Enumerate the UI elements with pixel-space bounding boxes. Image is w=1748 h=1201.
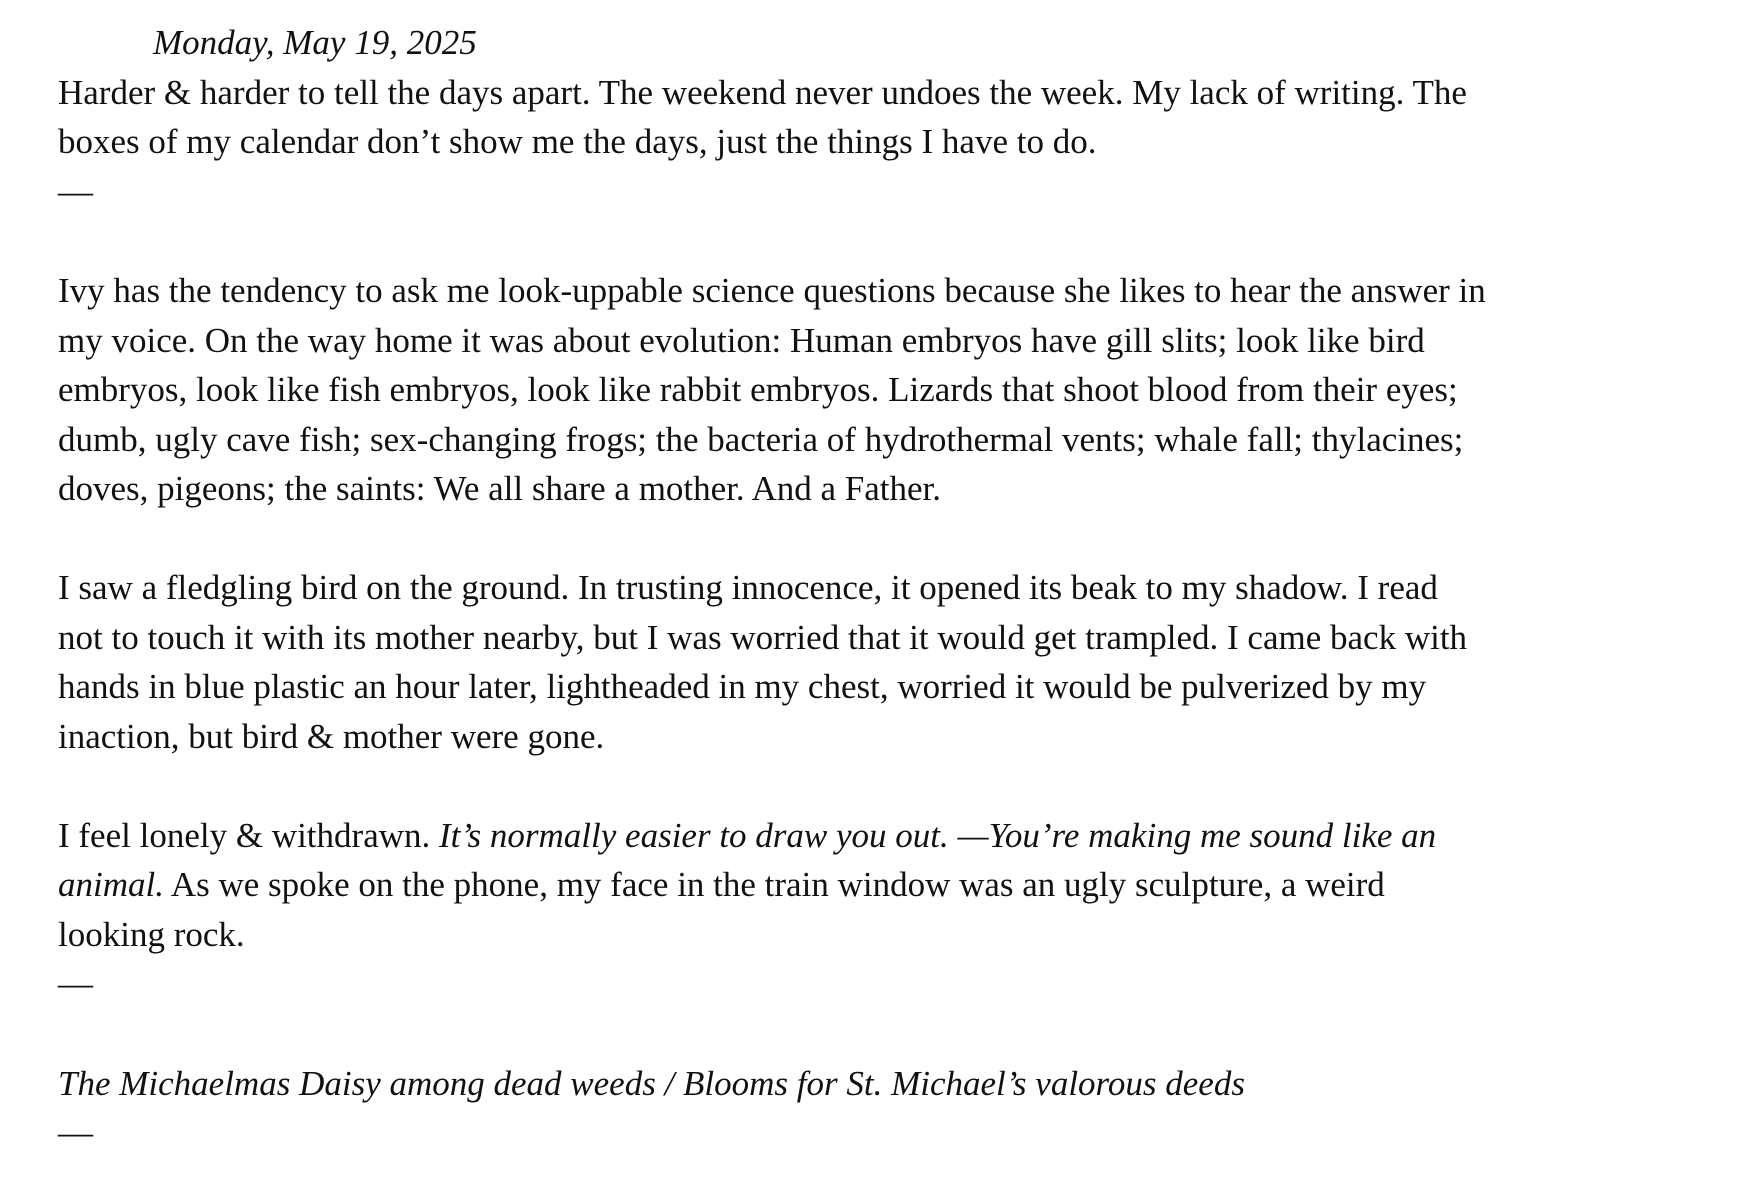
spacer: [58, 216, 1488, 266]
paragraph-ivy: Ivy has the tendency to ask me look-uppable science questions because she likes to hear the answer in my voice. On the way home it was about evolution: Human embryos have gill slits; look like bird embryos, look like fish embryos, look like rabbit embryos. Lizards that shoot blood from their eyes; dumb, ugly cave fish; sex-changing frogs; the bacteria of hydrothermal vents; whale fall; thylacines; doves, pigeons; the saints: We all share a mother. And a Father.: [58, 271, 1486, 508]
spacer: [58, 514, 1488, 564]
spacer: [58, 761, 1488, 811]
section-divider: —: [58, 964, 93, 1003]
verse-line: [58, 1059, 1488, 1109]
journal-page: [58, 18, 1488, 1158]
entry-date: Monday, May 19, 2025: [153, 23, 477, 62]
verse-text: The Michaelmas Daisy among dead weeds / Blooms for St. Michael’s valorous deeds: [58, 1063, 1245, 1103]
paragraph-lonely: [58, 811, 1488, 960]
section-divider: —: [58, 1113, 93, 1152]
spacer: [58, 1009, 1488, 1059]
paragraph-lonely-start: I feel lonely & withdrawn.: [58, 815, 440, 855]
section-divider: —: [58, 171, 93, 211]
paragraph-lonely-quote: It’s normally easier to draw you out. —You’re making me sound like an animal.: [58, 815, 1437, 904]
paragraph-lonely-end: As we spoke on the phone, my face in the train window was an ugly sculpture, a weird looking rock.: [58, 865, 1385, 954]
paragraph-days: Harder & harder to tell the days apart. The weekend never undoes the week. My lack of writing. The boxes of my calendar don’t show me the days, just the things I have to do.: [58, 72, 1467, 161]
paragraph-fledgling: I saw a fledgling bird on the ground. In trusting innocence, it opened its beak to my shadow. I read not to touch it with its mother nearby, but I was worried that it would get trampled. I came back with hands in blue plastic an hour later, lightheaded in my chest, worried it would be pulverized by my inaction, but bird & mother were gone.: [58, 568, 1468, 756]
